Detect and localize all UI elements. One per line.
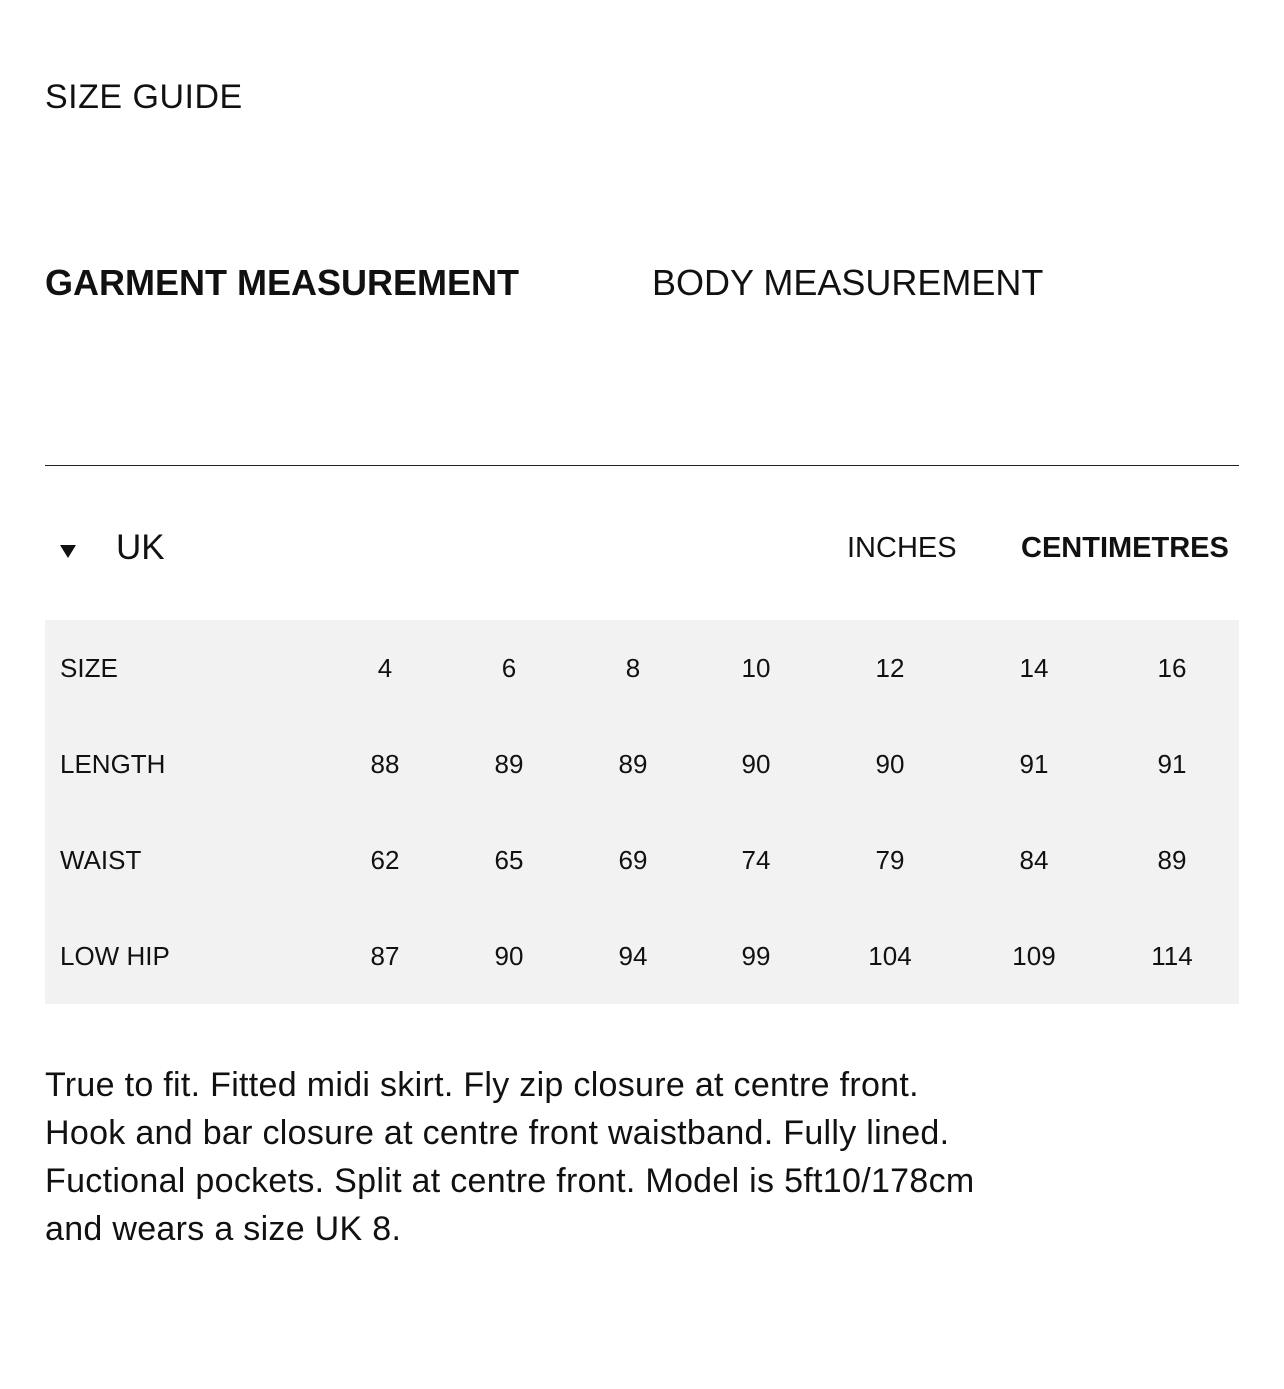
table-cell: 69	[618, 845, 648, 875]
table-cell: 65	[494, 845, 524, 875]
measurement-tabs	[45, 261, 1145, 305]
fit-description	[45, 1061, 1085, 1253]
table-cell: 91	[1157, 749, 1187, 779]
description-line: Hook and bar closure at centre front waistband. Fully lined.	[45, 1114, 950, 1152]
caret-down-icon	[60, 545, 76, 558]
table-row-low-hip	[45, 908, 1239, 1004]
tab-garment-measurement[interactable]: GARMENT MEASUREMENT	[45, 262, 519, 303]
table-cell: 6	[501, 653, 517, 683]
table-cell: 4	[377, 653, 393, 683]
table-cell: 109	[1012, 941, 1056, 971]
section-divider	[45, 465, 1239, 466]
description-line: True to fit. Fitted midi skirt. Fly zip closure at centre front.	[45, 1066, 919, 1104]
table-cell: 90	[741, 749, 771, 779]
table-cell: 87	[370, 941, 400, 971]
region-dropdown[interactable]	[55, 525, 165, 571]
description-line: and wears a size UK 8.	[45, 1210, 402, 1248]
unit-toggle-centimetres[interactable]: CENTIMETRES	[1021, 532, 1229, 564]
table-cell: 79	[875, 845, 905, 875]
table-row-waist	[45, 812, 1239, 908]
table-cell: 84	[1019, 845, 1049, 875]
region-dropdown-label: UK	[116, 528, 165, 567]
table-cell: 89	[494, 749, 524, 779]
table-cell: 16	[1157, 653, 1187, 683]
table-cell: 99	[741, 941, 771, 971]
table-cell: 114	[1151, 941, 1193, 971]
unit-toggle-inches[interactable]: INCHES	[847, 532, 957, 564]
table-cell: 88	[370, 749, 400, 779]
table-cell: 62	[370, 845, 400, 875]
table-row-size	[45, 620, 1239, 716]
table-cell: 90	[875, 749, 905, 779]
table-cell: 14	[1019, 653, 1049, 683]
table-cell: 89	[1157, 845, 1187, 875]
description-line: Fuctional pockets. Split at centre front. Model is 5ft10/178cm	[45, 1162, 975, 1200]
page-title: SIZE GUIDE	[45, 78, 243, 116]
table-cell: 12	[875, 653, 905, 683]
row-label: LOW HIP	[60, 941, 170, 971]
row-label: SIZE	[60, 653, 118, 683]
table-cell: 104	[868, 941, 912, 971]
table-row-length	[45, 716, 1239, 812]
size-chart-table	[45, 620, 1239, 1004]
row-label: LENGTH	[60, 749, 166, 779]
table-cell: 94	[618, 941, 648, 971]
table-cell: 91	[1019, 749, 1049, 779]
table-cell: 89	[618, 749, 648, 779]
row-label: WAIST	[60, 845, 142, 875]
table-cell: 74	[741, 845, 771, 875]
table-cell: 10	[741, 653, 771, 683]
table-cell: 8	[625, 653, 641, 683]
table-cell: 90	[494, 941, 524, 971]
tab-body-measurement[interactable]: BODY MEASUREMENT	[652, 262, 1044, 303]
